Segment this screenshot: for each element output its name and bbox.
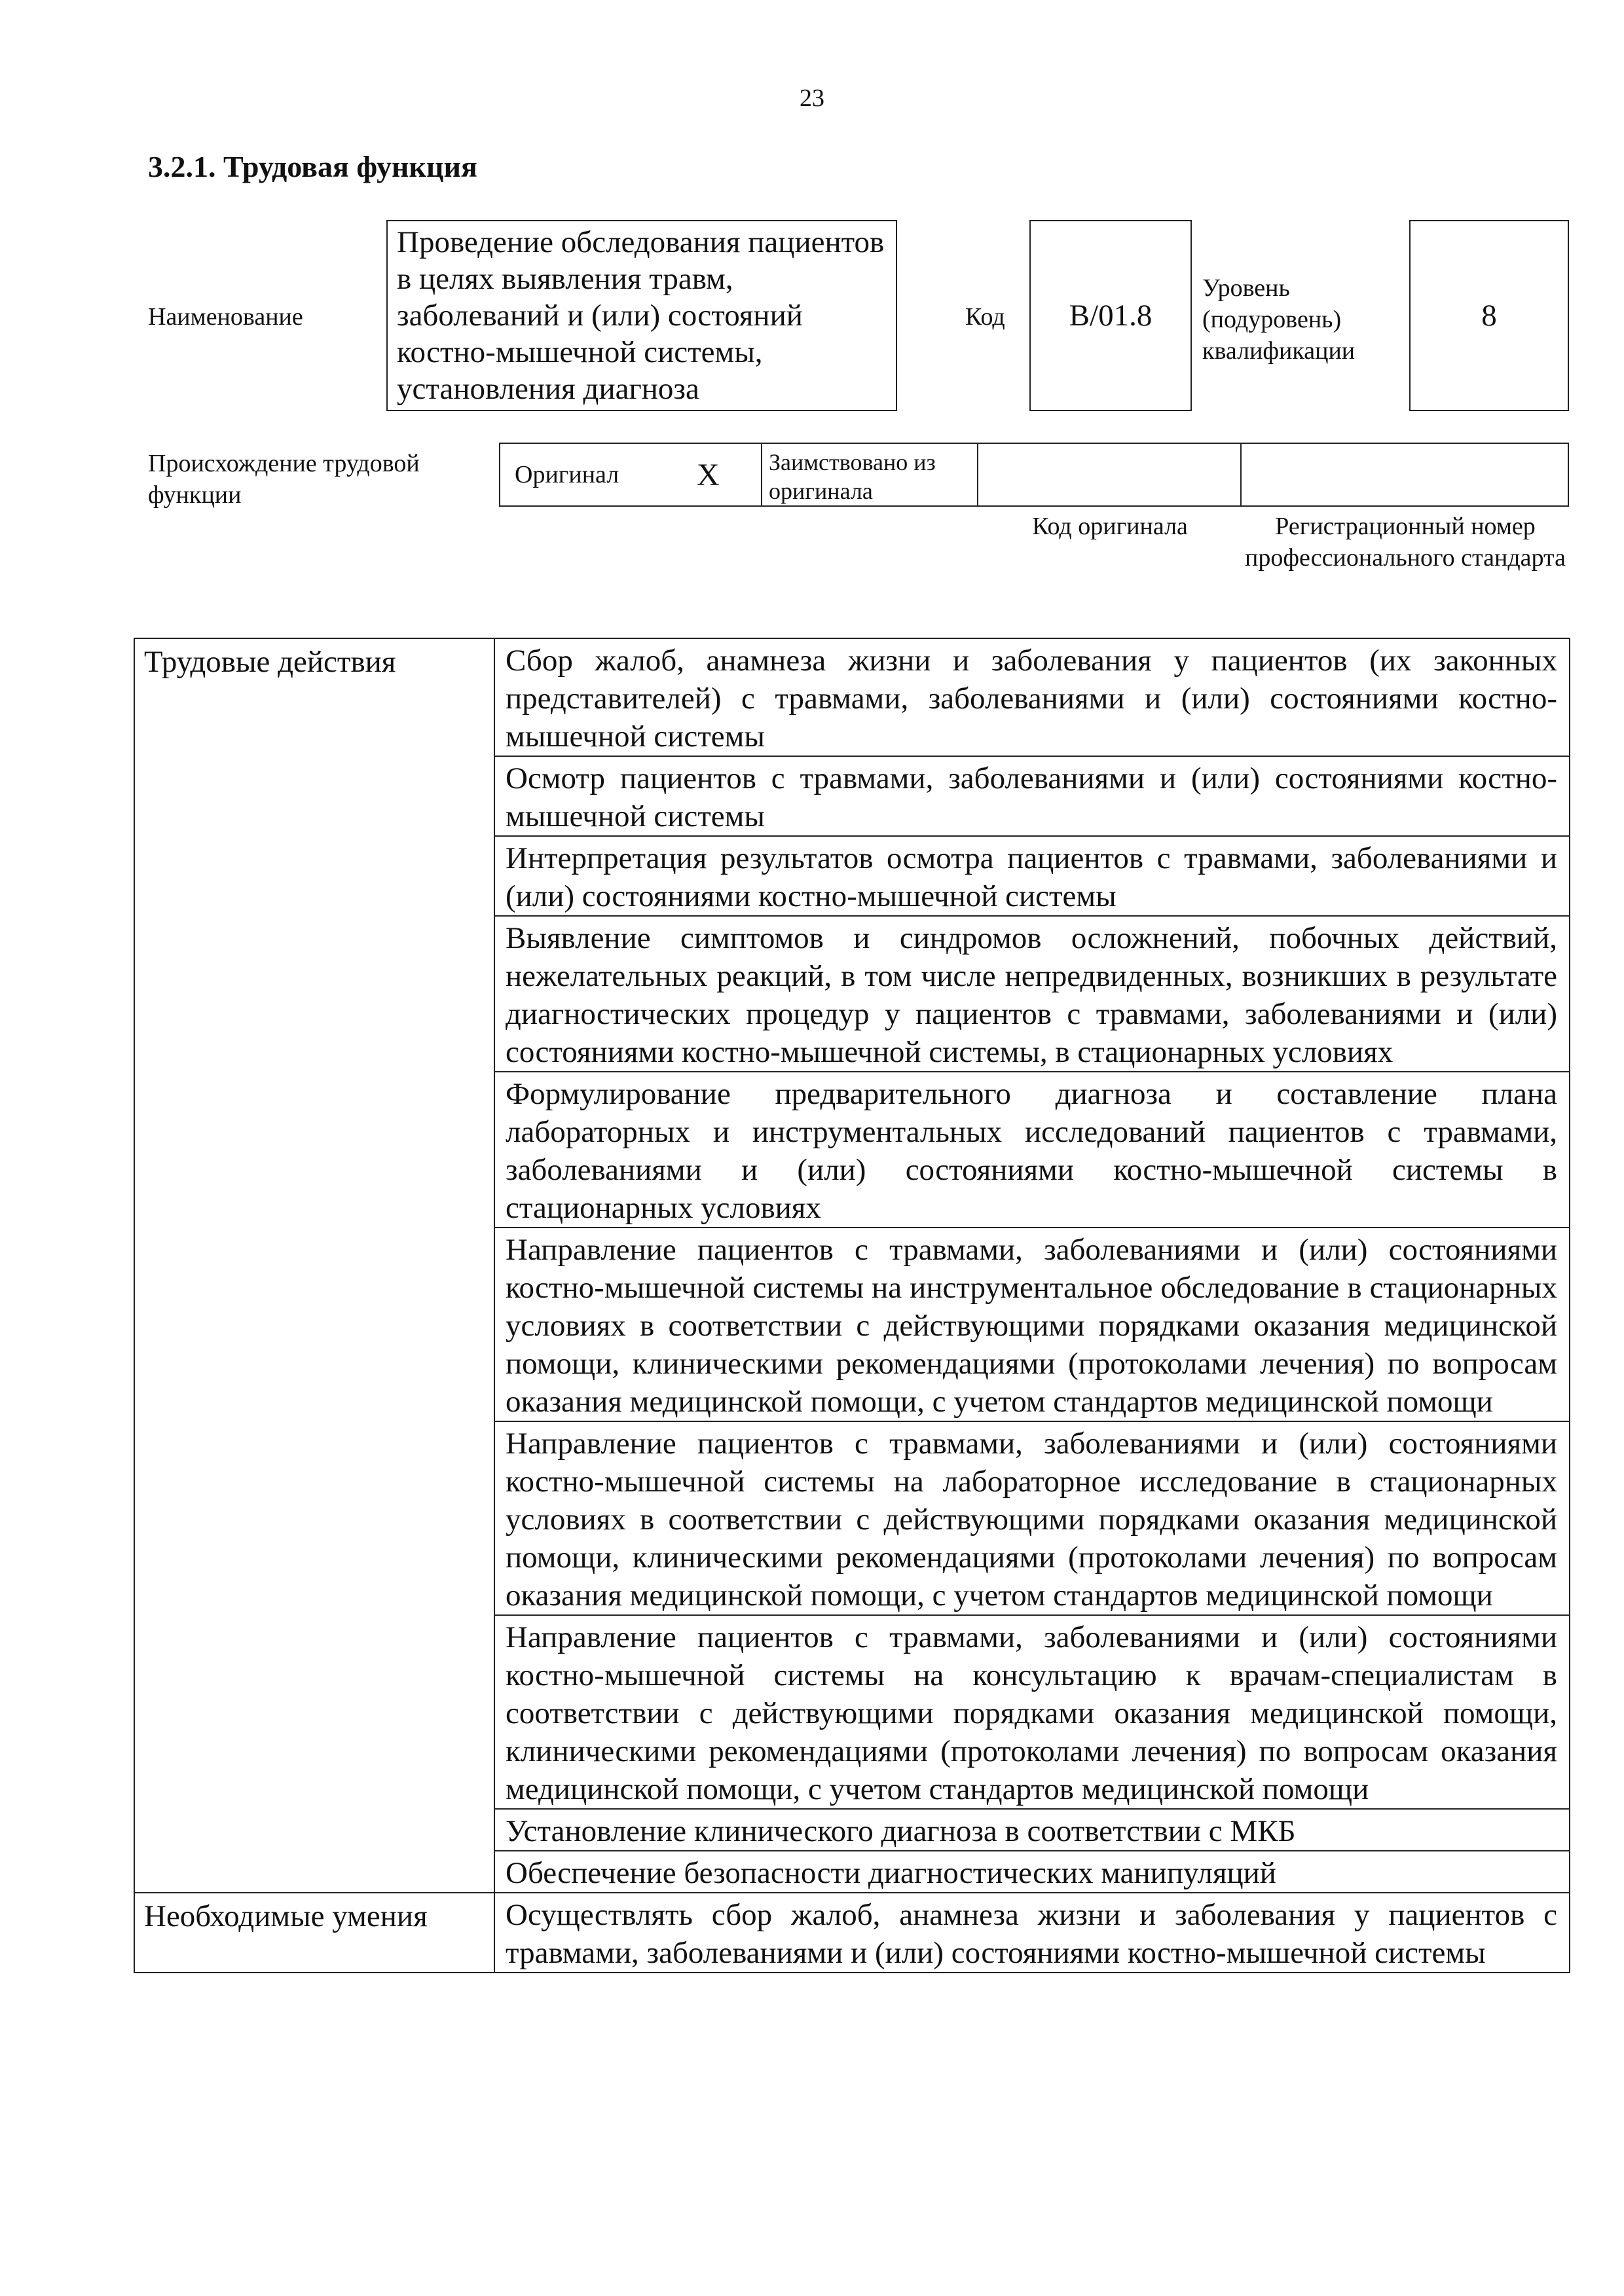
labor-action-item: Направление пациентов с травмами, заболеваниями и (или) состояниями костно-мышечной системы на консультацию к врачам-специалистам в соответствии с действующими порядками оказания медицинской помощи, клиническими рекомендациями (протоколами лечения) по вопросам оказания медицинской помощи, с учетом стандартов медицинской помощи [494, 1615, 1570, 1809]
labor-action-item: Установление клинического диагноза в соответствии с МКБ [494, 1809, 1570, 1851]
labor-action-item: Обеспечение безопасности диагностических манипуляций [494, 1851, 1570, 1893]
original-mark: X [697, 457, 720, 492]
reg-number-cell [1242, 444, 1568, 505]
skills-label: Необходимые умения [134, 1893, 494, 1973]
code-label: Код [965, 303, 1005, 331]
name-label: Наименование [148, 303, 303, 331]
section-title: 3.2.1. Трудовая функция [148, 150, 477, 183]
labor-action-item: Формулирование предварительного диагноза и составление плана лабораторных и инструментальных исследований пациентов с травмами, заболеваниями и (или) состояниями костно-мышечной системы в стационарных условиях [494, 1072, 1570, 1228]
table-row [134, 638, 1570, 756]
code-value-box: B/01.8 [1029, 220, 1192, 411]
labor-action-item: Сбор жалоб, анамнеза жизни и заболевания у пациентов (их законных представителей) с травмами, заболеваниями и (или) состояниями костно-мышечной системы [494, 638, 1570, 756]
labor-action-item: Осмотр пациентов с травмами, заболеваниями и (или) состояниями костно-мышечной системы [494, 756, 1570, 836]
origin-original-cell [500, 444, 762, 505]
level-label: Уровень (подуровень) квалификации [1202, 274, 1356, 365]
labor-action-item: Направление пациентов с травмами, заболеваниями и (или) состояниями костно-мышечной системы на лабораторное исследование в стационарных условиях в соответствии с действующими порядками оказания медицинской помощи, клиническими рекомендациями (протоколами лечения) по вопросам оказания медицинской помощи, с учетом стандартов медицинской помощи [494, 1421, 1570, 1615]
origin-label: Происхождение трудовой функции [148, 450, 420, 509]
code-original-caption: Код оригинала [1032, 513, 1188, 540]
reg-number-caption: Регистрационный номер профессионального стандарта [1245, 513, 1566, 572]
labor-action-item: Интерпретация результатов осмотра пациентов с травмами, заболеваниями и (или) состояниями костно-мышечной системы [494, 836, 1570, 916]
original-label: Оригинал [515, 461, 619, 488]
origin-row [499, 443, 1569, 507]
labor-action-item: Направление пациентов с травмами, заболеваниями и (или) состояниями костно-мышечной системы на инструментальное обследование в стационарных условиях в соответствии с действующими порядками оказания медицинской помощи, клиническими рекомендациями (протоколами лечения) по вопросам оказания медицинской помощи, с учетом стандартов медицинской помощи [494, 1228, 1570, 1421]
table-row [134, 1893, 1570, 1973]
borrowed-label: Заимствовано из оригинала [762, 444, 978, 505]
function-name-box: Проведение обследования пациентов в целях выявления травм, заболеваний и (или) состояний костно-мышечной системы, установления диагноза [386, 220, 897, 411]
page-number: 23 [800, 84, 824, 112]
code-original-cell [978, 444, 1242, 505]
labor-actions-label: Трудовые действия [134, 638, 494, 1893]
level-value-box: 8 [1409, 220, 1569, 411]
skill-item: Осуществлять сбор жалоб, анамнеза жизни и заболевания у пациентов с травмами, заболеваниями и (или) состояниями костно-мышечной системы [494, 1893, 1570, 1973]
labor-action-item: Выявление симптомов и синдромов осложнений, побочных действий, нежелательных реакций, в том числе непредвиденных, возникших в результате диагностических процедур у пациентов с травмами, заболеваниями и (или) состояниями костно-мышечной системы, в стационарных условиях [494, 916, 1570, 1072]
labor-function-table [134, 638, 1570, 1973]
